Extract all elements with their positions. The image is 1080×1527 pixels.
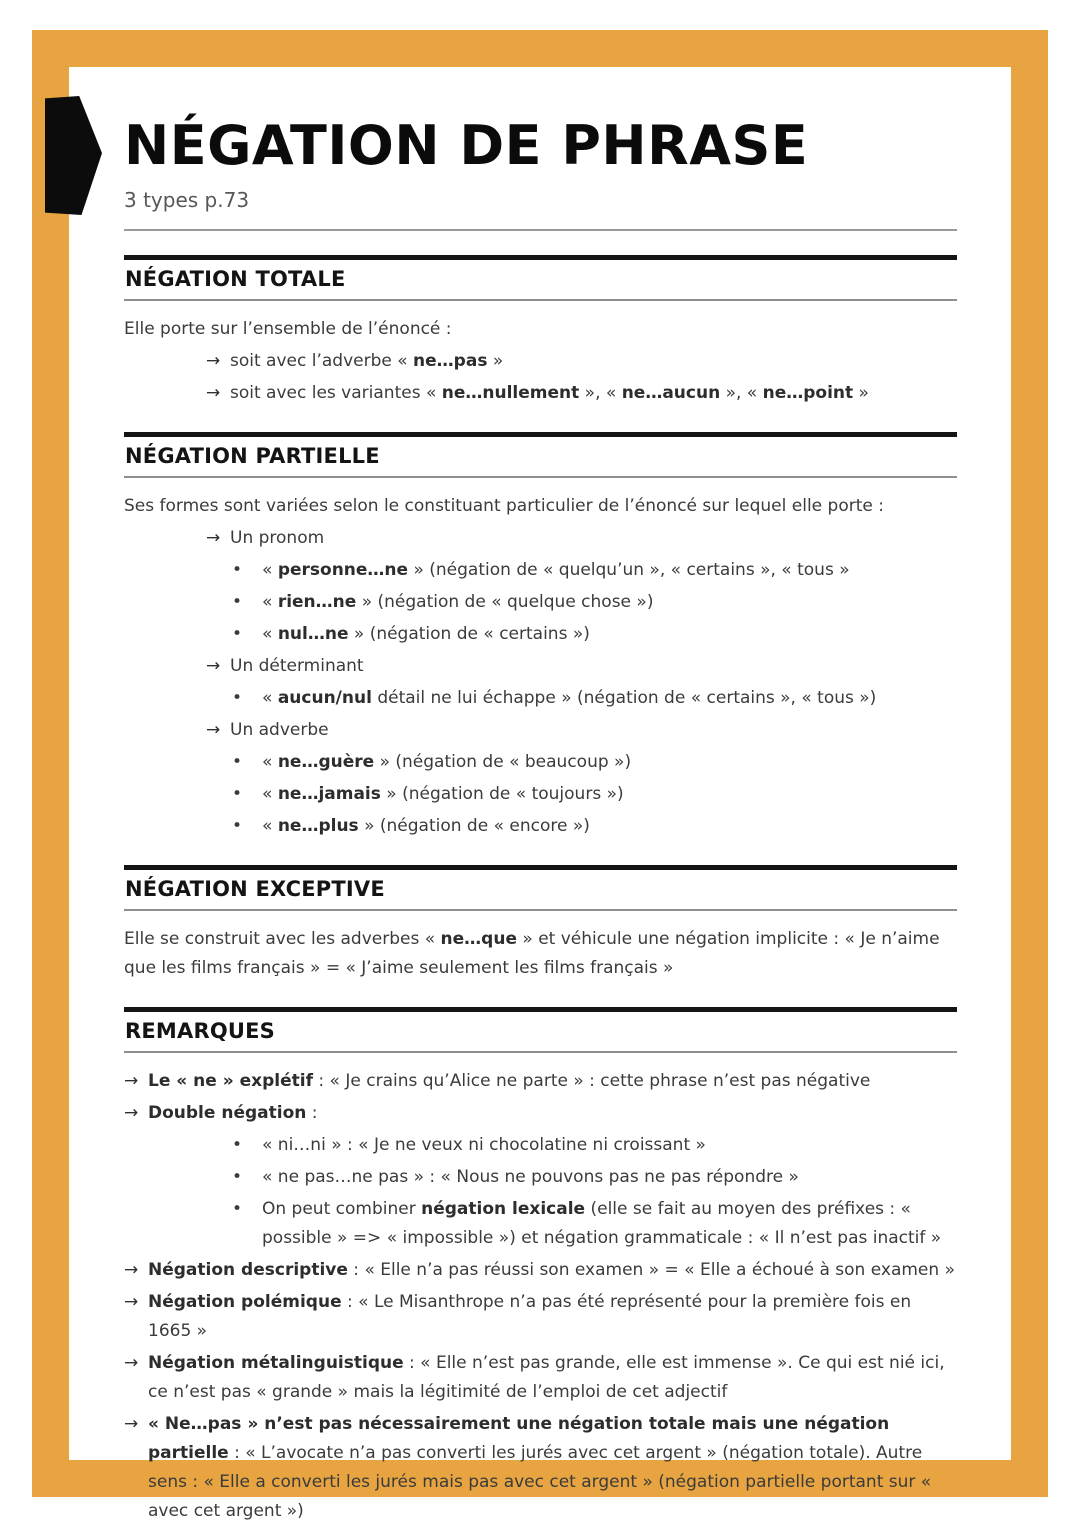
section-title: NÉGATION EXCEPTIVE <box>124 865 957 911</box>
bullet-item <box>124 1163 957 1192</box>
arrow-icon: → <box>124 1071 139 1091</box>
section <box>124 1007 957 1526</box>
line-text: Ses formes sont variées selon le constituant particulier de l’énoncé sur lequel elle porte : <box>124 496 884 516</box>
arrow-icon: → <box>206 720 221 740</box>
bullet-item <box>124 556 957 585</box>
arrow-icon: → <box>124 1414 139 1434</box>
line-text: Double négation : <box>148 1103 318 1123</box>
arrow-icon: → <box>206 528 221 548</box>
line-text: « ne…jamais » (négation de « toujours ») <box>262 784 624 804</box>
document <box>124 116 957 1526</box>
line-text: « ne…plus » (négation de « encore ») <box>262 816 590 836</box>
arrow-item <box>124 1349 957 1407</box>
arrow-icon: → <box>206 351 221 371</box>
arrow-item <box>124 1288 957 1346</box>
page-subtitle: 3 types p.73 <box>124 188 250 212</box>
section <box>124 255 957 408</box>
section-title: REMARQUES <box>124 1007 957 1053</box>
arrow-icon: → <box>124 1103 139 1123</box>
line-text: Négation métalinguistique : « Elle n’est pas grande, elle est immense ». Ce qui est nié ici, ce n’est pas « grande » mais la légitimité de l’emploi de cet adjectif <box>148 1353 945 1402</box>
bullet-item <box>124 748 957 777</box>
line-text: soit avec les variantes « ne…nullement », « ne…aucun », « ne…point » <box>230 383 869 403</box>
arrow-item <box>124 1256 957 1285</box>
bullet-icon: • <box>232 592 243 612</box>
bullet-icon: • <box>232 560 243 580</box>
line-text: « ni…ni » : « Je ne veux ni chocolatine ni croissant » <box>262 1135 706 1155</box>
paragraph <box>124 315 957 344</box>
arrow-item <box>124 1067 957 1096</box>
line-text: Un déterminant <box>230 656 364 676</box>
arrow-item <box>124 524 957 553</box>
header-divider <box>124 229 957 231</box>
line-text: Un pronom <box>230 528 325 548</box>
arrow-icon: → <box>124 1353 139 1373</box>
arrow-item <box>124 716 957 745</box>
line-text: « nul…ne » (négation de « certains ») <box>262 624 590 644</box>
bullet-item <box>124 1195 957 1253</box>
arrow-item <box>124 1410 957 1526</box>
page-title: NÉGATION DE PHRASE <box>124 114 809 177</box>
arrow-item <box>124 652 957 681</box>
line-text: « Ne…pas » n’est pas nécessairement une négation totale mais une négation partielle : « L’avocate n’a pas converti les jurés avec cet argent » (négation totale). Autre sens : « Elle a converti les jurés mais pas avec cet argent » (négation partielle portant sur « avec cet argent ») <box>148 1414 932 1521</box>
bullet-item <box>124 620 957 649</box>
bullet-icon: • <box>232 752 243 772</box>
section-title: NÉGATION PARTIELLE <box>124 432 957 478</box>
line-text: « aucun/nul détail ne lui échappe » (négation de « certains », « tous ») <box>262 688 877 708</box>
line-text: « rien…ne » (négation de « quelque chose ») <box>262 592 654 612</box>
line-text: Négation polémique : « Le Misanthrope n’a pas été représenté pour la première fois en 1665 » <box>148 1292 912 1341</box>
bullet-icon: • <box>232 816 243 836</box>
bullet-icon: • <box>232 1135 243 1155</box>
arrow-icon: → <box>124 1260 139 1280</box>
line-text: On peut combiner négation lexicale (elle se fait au moyen des préfixes : « possible » => « impossible ») et négation grammaticale : « Il n’est pas inactif » <box>262 1199 942 1248</box>
arrow-item <box>124 1099 957 1128</box>
line-text: Elle se construit avec les adverbes « ne…que » et véhicule une négation implicite : « Je n’aime que les films français » = « J’aime seulement les films français » <box>124 929 940 978</box>
line-text: Le « ne » explétif : « Je crains qu’Alice ne parte » : cette phrase n’est pas négative <box>148 1071 871 1091</box>
bullet-item <box>124 1131 957 1160</box>
paragraph <box>124 492 957 521</box>
arrow-icon: → <box>206 656 221 676</box>
sections <box>124 255 957 1526</box>
section-title: NÉGATION TOTALE <box>124 255 957 301</box>
paragraph <box>124 925 957 983</box>
arrow-icon: → <box>206 383 221 403</box>
line-text: « ne…guère » (négation de « beaucoup ») <box>262 752 632 772</box>
line-text: Négation descriptive : « Elle n’a pas réussi son examen » = « Elle a échoué à son examen » <box>148 1260 955 1280</box>
line-text: soit avec l’adverbe « ne…pas » <box>230 351 504 371</box>
line-text: Un adverbe <box>230 720 329 740</box>
bullet-icon: • <box>232 688 243 708</box>
bullet-item <box>124 812 957 841</box>
arrow-item <box>124 347 957 376</box>
section <box>124 865 957 983</box>
section <box>124 432 957 841</box>
line-text: « personne…ne » (négation de « quelqu’un », « certains », « tous » <box>262 560 850 580</box>
arrow-item <box>124 379 957 408</box>
bullet-icon: • <box>232 784 243 804</box>
bullet-item <box>124 684 957 713</box>
bullet-item <box>124 780 957 809</box>
line-text: « ne pas…ne pas » : « Nous ne pouvons pas ne pas répondre » <box>262 1167 799 1187</box>
bullet-icon: • <box>232 1167 243 1187</box>
bullet-icon: • <box>232 1199 243 1219</box>
bullet-item <box>124 588 957 617</box>
bullet-icon: • <box>232 624 243 644</box>
arrow-icon: → <box>124 1292 139 1312</box>
line-text: Elle porte sur l’ensemble de l’énoncé : <box>124 319 452 339</box>
